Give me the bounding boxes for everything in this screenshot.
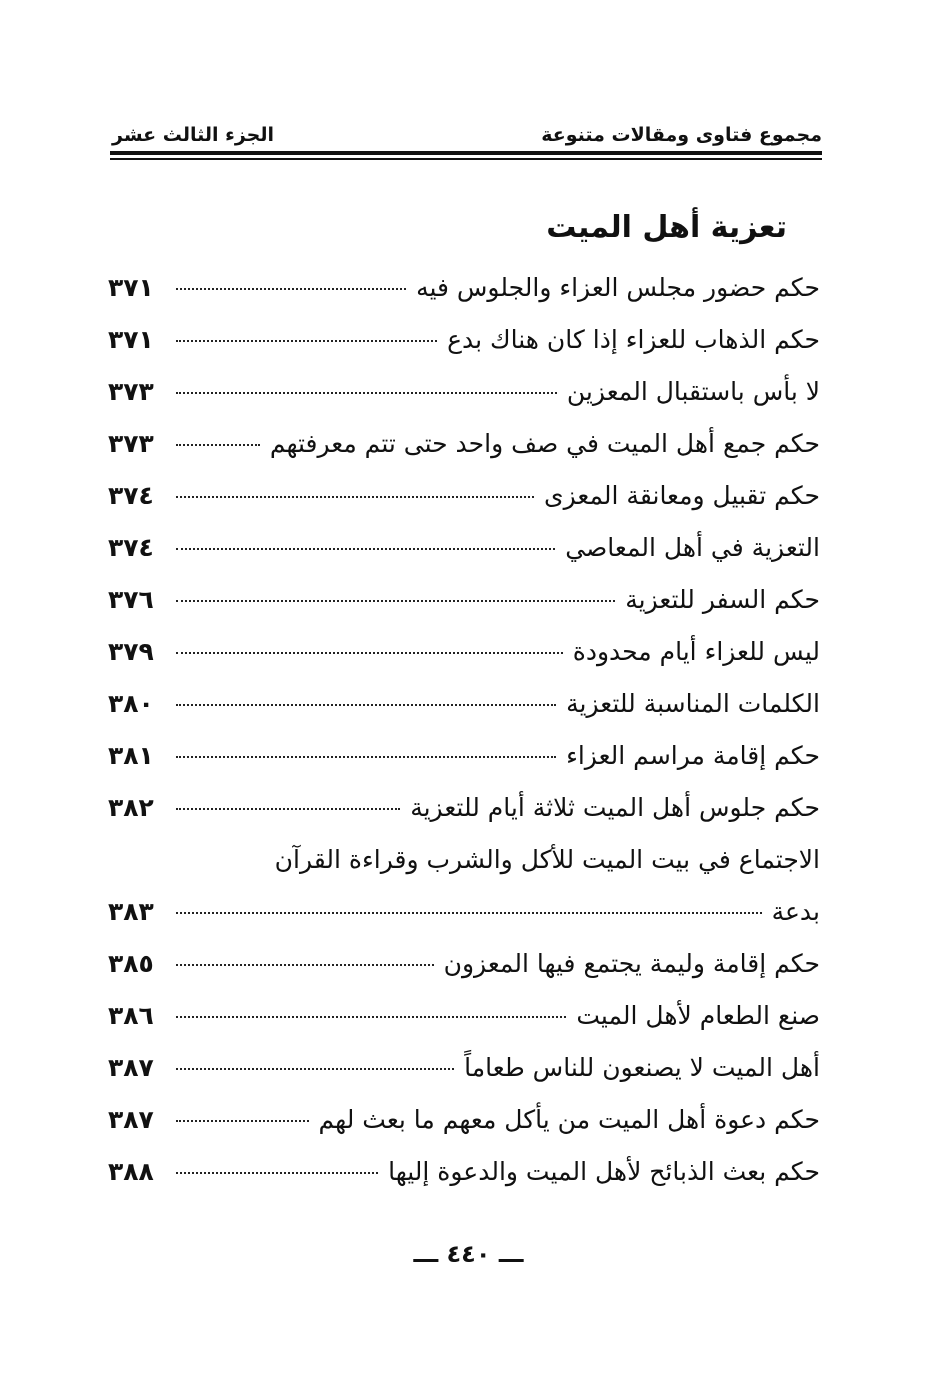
toc-entry (108, 1094, 820, 1146)
toc-entry-title: حكم جمع أهل الميت في صف واحد حتى تتم معرفتهم (269, 429, 820, 458)
toc-entry-page: ٣٨٢ (108, 793, 154, 822)
toc-entry-page: ٣٨١ (108, 741, 154, 770)
toc-entry (108, 418, 820, 470)
leader-dots (176, 704, 556, 706)
toc-entry (108, 366, 820, 418)
leader-dots (176, 652, 563, 654)
toc-entry-title: حكم جلوس أهل الميت ثلاثة أيام للتعزية (410, 793, 820, 822)
toc-entry-page: ٣٧٣ (108, 377, 154, 406)
leader-dots (176, 444, 260, 446)
leader-dots (176, 340, 437, 342)
leader-dots (176, 1016, 566, 1018)
leader-dots (176, 1068, 454, 1070)
toc-entry-page: ٣٨٦ (108, 1001, 154, 1030)
leader-dots (176, 964, 434, 966)
leader-dots (176, 1172, 378, 1174)
leader-dots (176, 808, 400, 810)
toc-entry-title: حكم تقبيل ومعانقة المعزى (544, 481, 820, 510)
toc-entry-page: ٣٧١ (108, 273, 154, 302)
toc-entry-title: حكم حضور مجلس العزاء والجلوس فيه (416, 273, 820, 302)
toc-entry-page: ٣٧٩ (108, 637, 154, 666)
toc-entry-title: حكم الذهاب للعزاء إذا كان هناك بدع (447, 325, 820, 354)
toc-entry (108, 522, 820, 574)
toc-entry-page: ٣٨٧ (108, 1053, 154, 1082)
leader-dots (176, 392, 557, 394)
toc-entry (108, 262, 820, 314)
volume-label: الجزء الثالث عشر (112, 124, 275, 146)
running-header (112, 114, 822, 146)
toc-entry (108, 938, 820, 990)
toc-entry-page: ٣٨٨ (108, 1157, 154, 1186)
leader-dots (176, 1120, 309, 1122)
toc-entry-page: ٣٨٧ (108, 1105, 154, 1134)
toc-entry-page: ٣٧٦ (108, 585, 154, 614)
toc-entry-page: ٣٧١ (108, 325, 154, 354)
toc-entry-title: الكلمات المناسبة للتعزية (566, 689, 820, 718)
toc-entry-title: ليس للعزاء أيام محدودة (572, 637, 820, 666)
toc-entry-page: ٣٨٠ (108, 689, 154, 718)
leader-dots (176, 756, 556, 758)
leader-dots (176, 548, 555, 550)
toc-entry-page: ٣٧٤ (108, 481, 154, 510)
section-title: تعزية أهل الميت (546, 210, 787, 245)
toc-entry-title: أهل الميت لا يصنعون للناس طعاماً (464, 1053, 820, 1082)
toc-entry-page: ٣٨٣ (108, 897, 154, 926)
toc-entry-page: ٣٨٥ (108, 949, 154, 978)
toc-entry-title: حكم إقامة وليمة يجتمع فيها المعزون (443, 949, 820, 978)
toc-entry (108, 314, 820, 366)
toc-entry-page: ٣٧٣ (108, 429, 154, 458)
leader-dots (176, 912, 762, 914)
toc-entry-title: لا بأس باستقبال المعزين (566, 377, 820, 406)
toc-entry-title: حكم إقامة مراسم العزاء (566, 741, 820, 770)
toc-entry (108, 990, 820, 1042)
toc-entry-title-continuation: بدعة (771, 897, 820, 926)
toc-entry-title: حكم السفر للتعزية (625, 585, 820, 614)
toc-entry-title: حكم دعوة أهل الميت من يأكل معهم ما بعث لهم (318, 1105, 820, 1134)
toc-entry-title: حكم بعث الذبائح لأهل الميت والدعوة إليها (388, 1157, 820, 1186)
table-of-contents (108, 262, 820, 1198)
toc-entry-title: صنع الطعام لأهل الميت (576, 1001, 820, 1030)
toc-entry (108, 626, 820, 678)
toc-entry (108, 886, 820, 938)
page-number: ـــ ٤٤٠ ـــ (413, 1240, 524, 1268)
toc-entry-title: الاجتماع في بيت الميت للأكل والشرب وقراءة القرآن (274, 845, 820, 874)
book-title: مجموع فتاوى ومقالات متنوعة (541, 124, 822, 146)
toc-entry (108, 782, 820, 834)
toc-entry (108, 574, 820, 626)
toc-entry-page: ٣٧٤ (108, 533, 154, 562)
header-rule-thin (110, 158, 822, 160)
toc-entry (108, 730, 820, 782)
leader-dots (176, 600, 615, 602)
header-rule-thick (110, 151, 822, 155)
toc-entry (108, 1146, 820, 1198)
toc-entry-title: التعزية في أهل المعاصي (565, 533, 820, 562)
leader-dots (176, 496, 534, 498)
toc-entry-first-line (108, 834, 820, 886)
toc-entry (108, 470, 820, 522)
toc-entry (108, 1042, 820, 1094)
leader-dots (176, 288, 406, 290)
toc-entry (108, 678, 820, 730)
